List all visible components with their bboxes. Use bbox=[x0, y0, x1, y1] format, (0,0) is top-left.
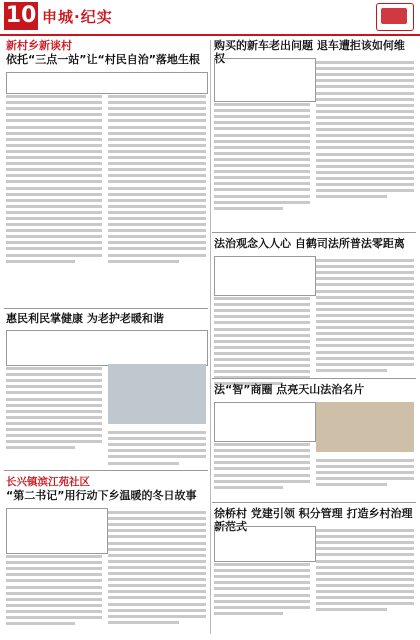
article-3-body-col2 bbox=[108, 508, 206, 627]
article-4-body-col2 bbox=[316, 58, 414, 201]
article-3-body-col1 bbox=[6, 552, 102, 628]
article-5-body-col2 bbox=[316, 256, 414, 375]
article-6-body-col1 bbox=[214, 440, 310, 492]
article-6-photo bbox=[316, 402, 414, 452]
article-2-headline: 惠民利民掌健康 为老护老暖和谐 bbox=[6, 312, 164, 325]
article-2-body-col1 bbox=[6, 364, 102, 452]
divider bbox=[4, 470, 208, 471]
article-3-kicker: 长兴镇滨江苑社区 bbox=[6, 476, 90, 488]
article-7-intro bbox=[214, 526, 316, 562]
article-7-body-col1 bbox=[214, 560, 310, 618]
divider bbox=[212, 502, 416, 503]
article-1-body-col2 bbox=[108, 92, 206, 266]
article-4-body-col1 bbox=[214, 100, 310, 213]
column-divider bbox=[210, 40, 211, 634]
article-3-intro bbox=[6, 508, 108, 554]
article-4-intro bbox=[214, 58, 316, 102]
article-2-body-col2 bbox=[108, 428, 206, 468]
article-6-body-col2 bbox=[316, 456, 414, 490]
page-number: 10 bbox=[5, 3, 37, 28]
article-1-headline: 依托“三点一站”让“村民自治”落地生根 bbox=[6, 53, 200, 66]
article-3-headline: “第二书记”用行动下乡温暖的冬日故事 bbox=[6, 489, 197, 502]
article-1-kicker: 新村乡新谈村 bbox=[6, 39, 72, 52]
article-7-body-col2 bbox=[316, 526, 414, 614]
newspaper-logo-icon bbox=[376, 3, 414, 31]
article-5-body-col1 bbox=[214, 294, 310, 389]
divider bbox=[4, 308, 208, 309]
article-1-intro bbox=[6, 72, 208, 94]
article-5-headline: 法治观念入人心 自鹤司法所普法零距离 bbox=[214, 237, 405, 250]
article-6-intro bbox=[214, 402, 316, 442]
article-2-photo bbox=[108, 364, 206, 424]
article-5-intro bbox=[214, 256, 316, 296]
divider bbox=[212, 232, 416, 233]
divider bbox=[212, 378, 416, 379]
article-6-headline: 法“智”商圈 点亮天山法治名片 bbox=[214, 383, 365, 396]
article-7-headline: 徐桥村 党建引领 积分管理 打造乡村治理新范式 bbox=[214, 507, 413, 533]
article-1-body-col1 bbox=[6, 92, 102, 266]
article-2-intro bbox=[6, 330, 208, 366]
section-title: 申城·纪实 bbox=[42, 8, 113, 26]
article-4-headline: 购买的新车老出问题 退车遭拒该如何维权 bbox=[214, 39, 405, 65]
page-header bbox=[0, 0, 420, 36]
